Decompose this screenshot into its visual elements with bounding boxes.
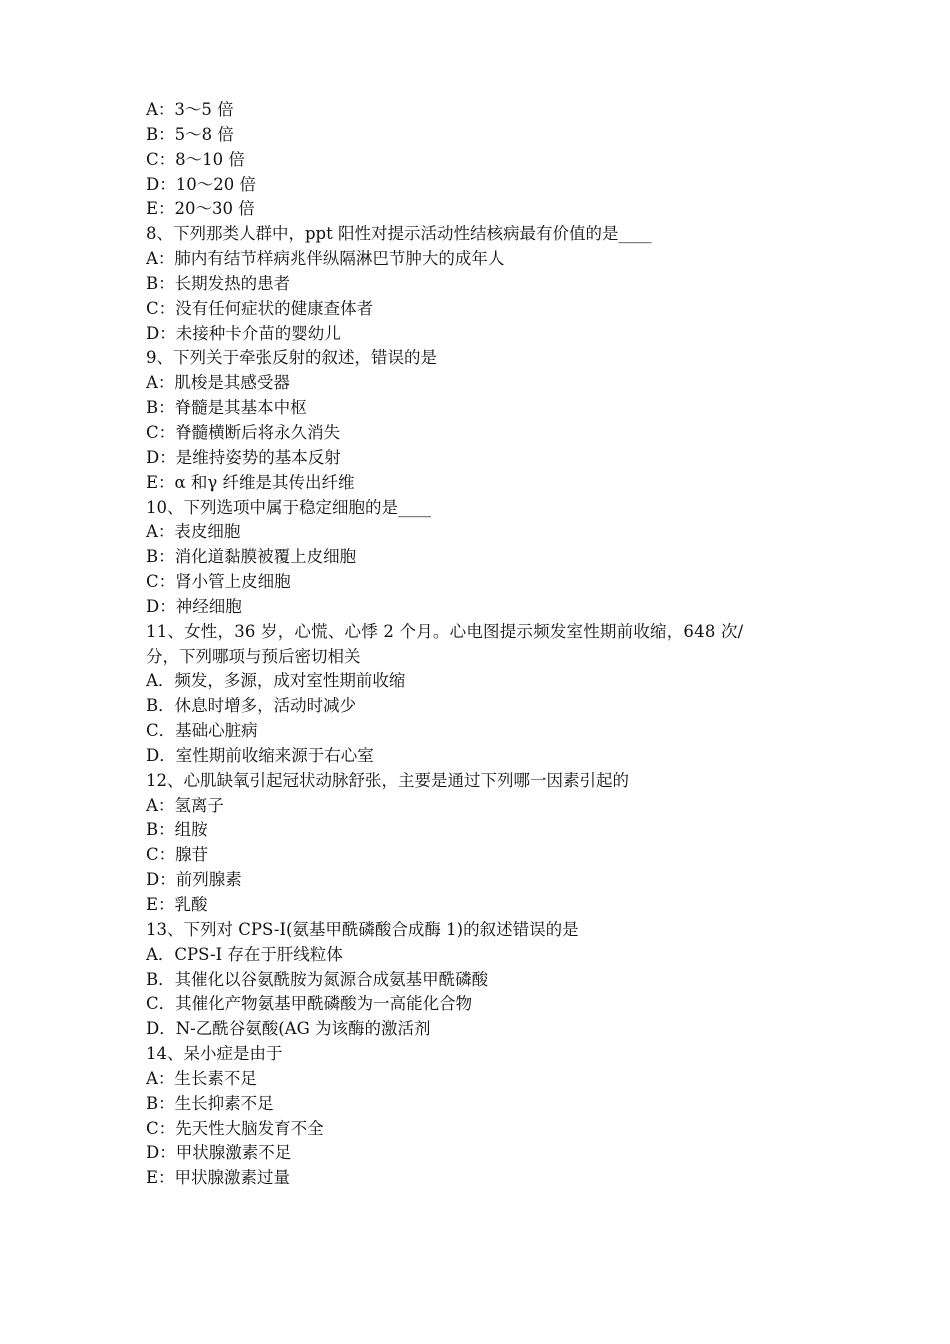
text-line: C．基础心脏病 — [146, 721, 258, 741]
text-line: E：甲状腺激素过量 — [146, 1168, 291, 1188]
text-line: A：生长素不足 — [146, 1068, 257, 1088]
text-line: A．CPS-I 存在于肝线粒体 — [146, 944, 343, 964]
text-line: D：未接种卡介苗的婴幼儿 — [146, 323, 341, 343]
text-line: C：肾小管上皮细胞 — [146, 572, 291, 592]
text-line: D．N-乙酰谷氨酸(AG 为该酶的激活剂 — [146, 1019, 431, 1039]
text-line: 8、下列那类人群中，ppt 阳性对提示活动性结核病最有价值的是____ — [146, 224, 652, 244]
text-line: A：氢离子 — [146, 795, 224, 815]
text-line: C：脊髓横断后将永久消失 — [146, 422, 341, 442]
text-line: 13、下列对 CPS-I(氨基甲酰磷酸合成酶 1)的叙述错误的是 — [146, 919, 579, 939]
text-line: 12、心肌缺氧引起冠状动脉舒张，主要是通过下列哪一因素引起的 — [146, 770, 629, 790]
text-line: B：5～8 倍 — [146, 124, 234, 144]
text-line: C：没有任何症状的健康查体者 — [146, 298, 374, 318]
text-line: E：20～30 倍 — [146, 199, 255, 219]
text-line: D：甲状腺激素不足 — [146, 1143, 292, 1163]
text-line: C：腺苷 — [146, 845, 209, 865]
text-line: B．休息时增多，活动时减少 — [146, 696, 357, 716]
text-line: B．其催化以谷氨酰胺为氮源合成氨基甲酰磷酸 — [146, 969, 489, 989]
text-line: A：肺内有结节样病兆伴纵隔淋巴节肿大的成年人 — [146, 249, 505, 269]
text-line: B：长期发热的患者 — [146, 273, 291, 293]
text-line: C．其催化产物氨基甲酰磷酸为一高能化合物 — [146, 994, 473, 1014]
text-line: A：3～5 倍 — [146, 100, 234, 119]
text-line: D．室性期前收缩来源于右心室 — [146, 745, 374, 765]
text-line: 10、下列选项中属于稳定细胞的是____ — [146, 497, 431, 517]
document-page — [146, 98, 816, 1191]
text-line: C：8～10 倍 — [146, 149, 245, 169]
text-line: D：前列腺素 — [146, 870, 242, 890]
text-line: A．频发，多源，成对室性期前收缩 — [146, 671, 406, 691]
text-line: 14、呆小症是由于 — [146, 1044, 283, 1064]
text-line: A：肌梭是其感受器 — [146, 373, 290, 393]
text-line: B：组胺 — [146, 820, 208, 840]
text-line: D：是维持姿势的基本反射 — [146, 447, 341, 467]
text-line: D：10～20 倍 — [146, 174, 256, 194]
text-line: B：生长抑素不足 — [146, 1093, 274, 1113]
text-line: 9、下列关于牵张反射的叙述，错误的是 — [146, 348, 437, 368]
text-line: A：表皮细胞 — [146, 522, 241, 542]
text-line: 11、女性，36 岁，心慌、心悸 2 个月。心电图提示频发室性期前收缩，648 次/ — [146, 621, 744, 641]
text-line: D：神经细胞 — [146, 596, 242, 616]
text-line: E：乳酸 — [146, 895, 208, 914]
text-line: 分，下列哪项与预后密切相关 — [146, 646, 361, 666]
text-line: C：先天性大脑发育不全 — [146, 1118, 324, 1138]
text-line: B：脊髓是其基本中枢 — [146, 398, 307, 418]
text-line: B：消化道黏膜被覆上皮细胞 — [146, 547, 357, 567]
text-line: E：α 和γ 纤维是其传出纤维 — [146, 472, 355, 492]
